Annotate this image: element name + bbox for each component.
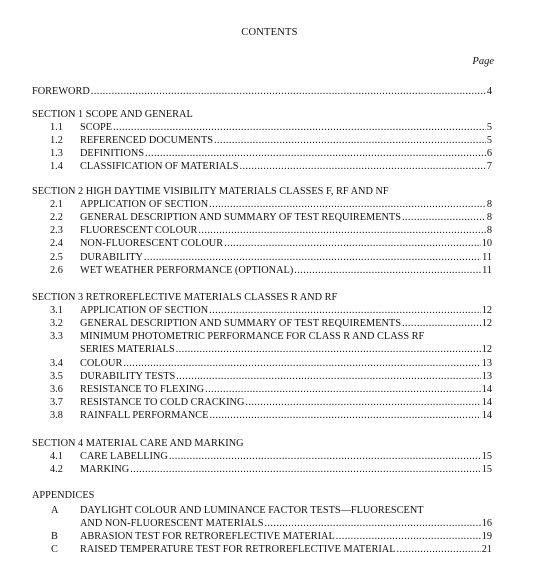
toc-entry[interactable] xyxy=(0,383,539,396)
entry-title: FOREWORD xyxy=(32,86,90,97)
toc-entry[interactable] xyxy=(0,463,539,476)
toc-entry[interactable] xyxy=(0,409,539,422)
dot-leader xyxy=(198,224,485,237)
entry-page-number: 21 xyxy=(481,544,492,556)
appendix-entry[interactable] xyxy=(0,530,539,543)
entry-title: RAISED TEMPERATURE TEST FOR RETROREFLECTIVE MATERIAL xyxy=(80,544,396,556)
dot-leader xyxy=(169,450,481,463)
section-heading: SECTION 1 SCOPE AND GENERAL xyxy=(32,109,193,120)
dot-leader xyxy=(176,370,480,383)
entry-number: 4.2 xyxy=(50,464,63,476)
entry-page-number: 8 xyxy=(486,199,492,211)
entry-number: 2.6 xyxy=(50,264,63,276)
dot-leader xyxy=(130,463,481,476)
entry-title: MINIMUM PHOTOMETRIC PERFORMANCE FOR CLASS R AND CLASS RF xyxy=(80,331,425,343)
dot-leader xyxy=(209,409,480,422)
dot-leader xyxy=(144,251,481,264)
entry-page-number: 5 xyxy=(486,135,492,147)
dot-leader xyxy=(294,264,481,277)
dot-leader xyxy=(205,383,481,396)
entry-title: RAINFALL PERFORMANCE xyxy=(80,409,209,421)
entry-number: 3.4 xyxy=(50,357,63,369)
toc-entry[interactable] xyxy=(0,450,539,463)
entry-page-number: 15 xyxy=(481,451,492,463)
toc-entry[interactable] xyxy=(0,317,539,330)
section-heading: SECTION 2 HIGH DAYTIME VISIBILITY MATERIALS CLASSES F, RF AND NF xyxy=(32,186,389,197)
entry-page-number: 5 xyxy=(486,122,492,134)
appendix-entry-continued[interactable] xyxy=(0,517,539,530)
entry-title: CARE LABELLING xyxy=(80,451,168,463)
dot-leader xyxy=(176,343,481,356)
entry-title: GENERAL DESCRIPTION AND SUMMARY OF TEST REQUIREMENTS xyxy=(80,318,401,330)
entry-page-number: 13 xyxy=(481,357,492,369)
entry-number: 3.3 xyxy=(50,331,63,343)
dot-leader xyxy=(214,134,486,147)
entry-page-number: 8 xyxy=(486,212,492,224)
entry-title: APPLICATION OF SECTION xyxy=(80,199,209,211)
entry-number: 3.8 xyxy=(50,409,63,421)
entry-number: 1.2 xyxy=(50,135,63,147)
entry-number: 2.2 xyxy=(50,212,63,224)
page-column-label: Page xyxy=(472,56,494,67)
entry-page-number: 14 xyxy=(481,396,492,408)
dot-leader xyxy=(336,530,481,543)
entry-title: DEFINITIONS xyxy=(80,148,145,160)
appendix-entry[interactable] xyxy=(0,504,539,517)
entry-page-number: 19 xyxy=(481,531,492,543)
toc-entry[interactable] xyxy=(0,121,539,134)
entry-title: SCOPE xyxy=(80,122,113,134)
toc-entry[interactable] xyxy=(0,264,539,277)
entry-number: 1.4 xyxy=(50,161,63,173)
section-heading: SECTION 4 MATERIAL CARE AND MARKING xyxy=(32,438,244,449)
entry-number: 1.1 xyxy=(50,122,63,134)
toc-entry-continued[interactable] xyxy=(0,343,539,356)
entry-title: MARKING xyxy=(80,464,130,476)
entry-page-number: 15 xyxy=(481,464,492,476)
dot-leader xyxy=(224,237,481,250)
section-heading: SECTION 3 RETROREFLECTIVE MATERIALS CLASSES R AND RF xyxy=(32,292,338,303)
entry-title: APPLICATION OF SECTION xyxy=(80,305,209,317)
entry-number: 2.3 xyxy=(50,225,63,237)
dot-leader xyxy=(245,396,480,409)
entry-number: 3.1 xyxy=(50,305,63,317)
entry-number: 2.5 xyxy=(50,251,63,263)
toc-entry[interactable] xyxy=(0,160,539,173)
entry-title: DURABILITY xyxy=(80,251,143,263)
entry-page-number: 8 xyxy=(486,225,492,237)
toc-entry[interactable] xyxy=(0,237,539,250)
entry-page-number: 14 xyxy=(481,409,492,421)
entry-title: FLUORESCENT COLOUR xyxy=(80,225,198,237)
entry-number: A xyxy=(51,505,59,517)
contents-title: CONTENTS xyxy=(241,27,298,38)
entry-title: SERIES MATERIALS xyxy=(80,344,175,356)
entry-title: CLASSIFICATION OF MATERIALS xyxy=(80,161,239,173)
entry-title: REFERENCED DOCUMENTS xyxy=(80,135,214,147)
entry-number: 3.2 xyxy=(50,318,63,330)
dot-leader xyxy=(91,85,486,98)
entry-title: RESISTANCE TO COLD CRACKING xyxy=(80,396,245,408)
dot-leader xyxy=(397,543,481,556)
entry-page-number: 12 xyxy=(481,344,492,356)
entry-number: 2.1 xyxy=(50,199,63,211)
entry-title: COLOUR xyxy=(80,357,123,369)
entry-number: 1.3 xyxy=(50,148,63,160)
toc-entry[interactable] xyxy=(0,357,539,370)
entry-number: B xyxy=(51,531,58,543)
entry-page-number: 7 xyxy=(486,161,492,173)
toc-entry[interactable] xyxy=(0,211,539,224)
entry-page-number: 13 xyxy=(481,370,492,382)
dot-leader xyxy=(402,317,481,330)
entry-number: 2.4 xyxy=(50,238,63,250)
entry-page-number: 12 xyxy=(481,318,492,330)
toc-entry[interactable] xyxy=(0,224,539,237)
dot-leader xyxy=(239,160,485,173)
entry-number: 3.5 xyxy=(50,370,63,382)
dot-leader xyxy=(402,211,486,224)
toc-entry[interactable] xyxy=(0,198,539,211)
entry-title: ABRASION TEST FOR RETROREFLECTIVE MATERIAL xyxy=(80,531,335,543)
dot-leader xyxy=(145,147,486,160)
entry-title: RESISTANCE TO FLEXING xyxy=(80,383,205,395)
appendix-entry[interactable] xyxy=(0,543,539,556)
appendices-heading: APPENDICES xyxy=(32,490,95,501)
entry-page-number: 10 xyxy=(481,238,492,250)
entry-number: 3.7 xyxy=(50,396,63,408)
entry-title: NON-FLUORESCENT COLOUR xyxy=(80,238,224,250)
entry-page-number: 4 xyxy=(486,86,492,97)
toc-entry[interactable] xyxy=(0,304,539,317)
entry-page-number: 14 xyxy=(481,383,492,395)
toc-entry[interactable] xyxy=(0,251,539,264)
dot-leader xyxy=(264,517,480,530)
entry-page-number: 12 xyxy=(481,305,492,317)
entry-title: AND NON-FLUORESCENT MATERIALS xyxy=(80,518,264,530)
entry-page-number: 6 xyxy=(486,148,492,160)
toc-entry[interactable] xyxy=(0,370,539,383)
entry-title: GENERAL DESCRIPTION AND SUMMARY OF TEST REQUIREMENTS xyxy=(80,212,401,224)
dot-leader xyxy=(113,121,486,134)
toc-entry[interactable] xyxy=(0,396,539,409)
entry-page-number: 16 xyxy=(481,518,492,530)
dot-leader xyxy=(209,304,481,317)
entry-title: DAYLIGHT COLOUR AND LUMINANCE FACTOR TESTS—FLUORESCENT xyxy=(80,505,424,517)
toc-entry[interactable] xyxy=(0,147,539,160)
toc-entry[interactable] xyxy=(0,330,539,343)
dot-leader xyxy=(209,198,486,211)
toc-entry[interactable] xyxy=(0,134,539,147)
entry-title: DURABILITY TESTS xyxy=(80,370,176,382)
entry-number: 3.6 xyxy=(50,383,63,395)
entry-page-number: 11 xyxy=(482,264,492,276)
entry-page-number: 11 xyxy=(482,251,492,263)
entry-title: WET WEATHER PERFORMANCE (OPTIONAL) xyxy=(80,264,294,276)
entry-number: 4.1 xyxy=(50,451,63,463)
entry-number: C xyxy=(51,544,58,556)
toc-entry-foreword[interactable] xyxy=(0,85,539,98)
dot-leader xyxy=(123,357,480,370)
